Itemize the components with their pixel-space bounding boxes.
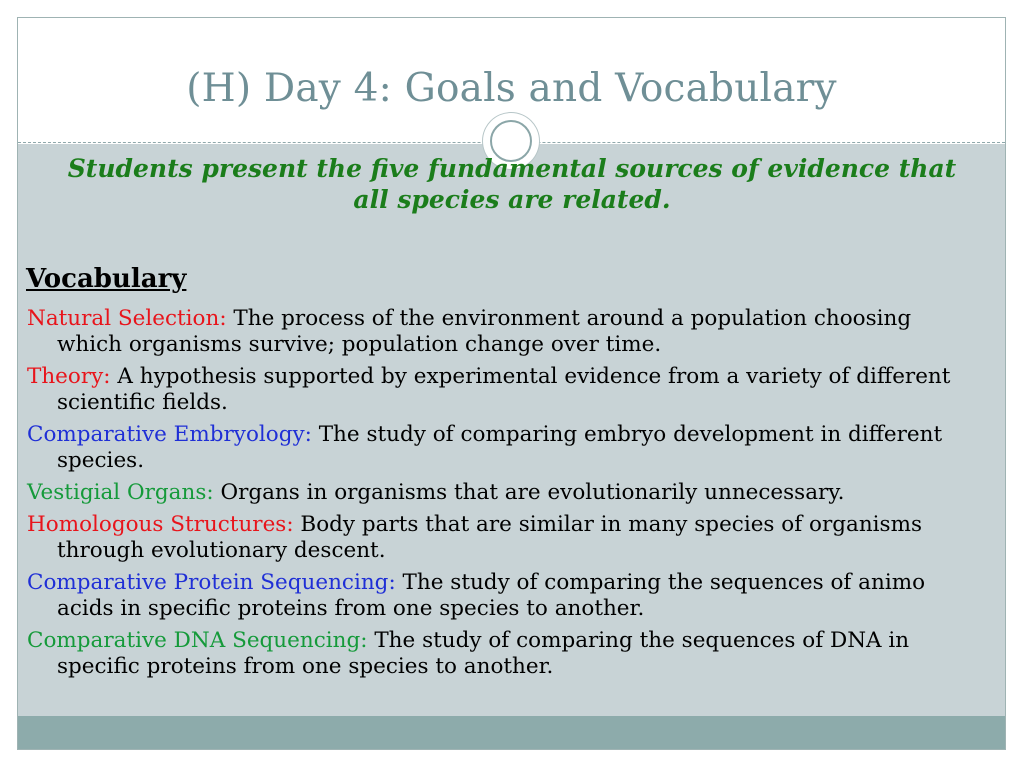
vocab-term: Comparative Embryology: [27,422,312,447]
vocab-item [27,570,962,622]
vocab-definition: A hypothesis supported by experimental evidence from a variety of different scientific fields. [57,364,951,415]
vocab-definition: Organs in organisms that are evolutionarily unnecessary. [213,480,845,505]
vocab-term: Comparative DNA Sequencing: [27,628,368,653]
vocab-item [27,306,962,358]
vocab-term: Homologous Structures: [27,512,294,537]
vocab-definition: The process of the environment around a population choosing which organisms survive; population change over time. [57,306,912,357]
vocab-term: Theory: [27,364,111,389]
vocab-item [27,480,962,506]
vocab-term: Vestigial Organs: [27,480,214,505]
vocab-definition: The study of comparing the sequences of DNA in specific proteins from one species to another. [57,628,910,679]
footer-bar [18,716,1005,750]
vocab-item [27,422,962,474]
goal-statement: Students present the five fundamental sources of evidence that all species are related. [67,154,957,214]
vocab-definition: The study of comparing the sequences of animo acids in specific proteins from one species to another. [57,570,926,621]
vocab-definition: The study of comparing embryo development in different species. [57,422,943,473]
vocab-term: Natural Selection: [27,306,227,331]
slide-title: (H) Day 4: Goals and Vocabulary [186,66,837,111]
vocab-definition: Body parts that are similar in many species of organisms through evolutionary descent. [57,512,923,563]
vocab-item [27,512,962,564]
vocab-item [27,628,962,680]
vocabulary-list [27,306,962,686]
vocab-item [27,364,962,416]
vocabulary-heading: Vocabulary [26,264,187,294]
vocab-term: Comparative Protein Sequencing: [27,570,396,595]
